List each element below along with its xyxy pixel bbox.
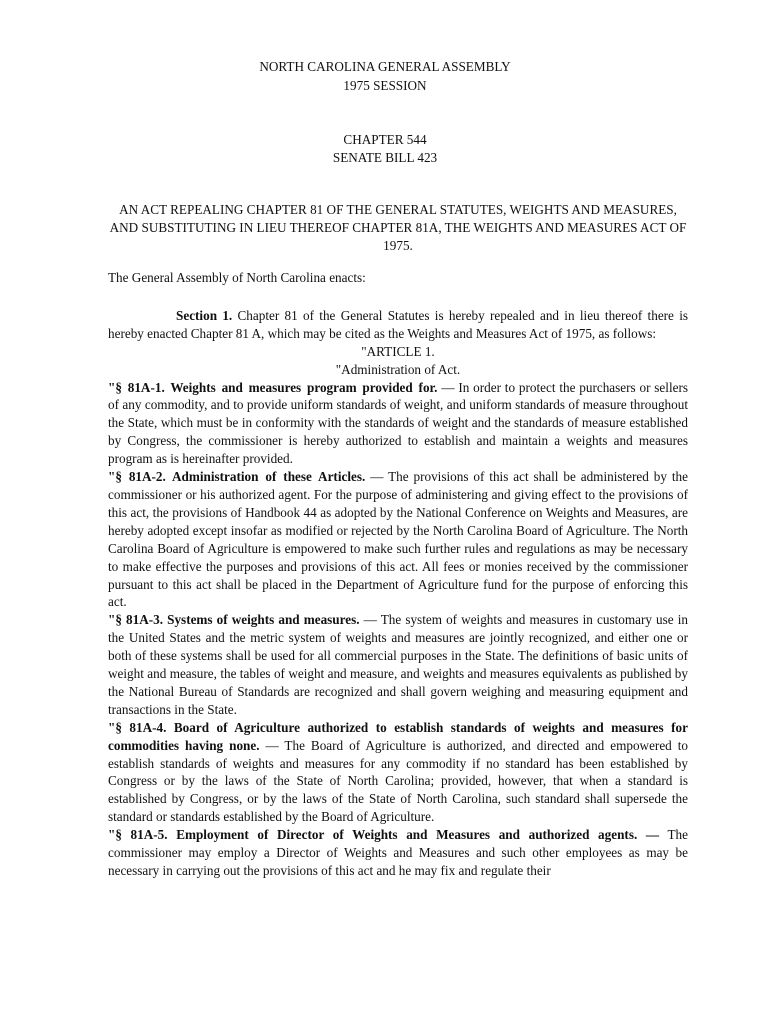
article-number: "ARTICLE 1. [361, 343, 435, 359]
section-81a-2-heading: "§ 81A-2. Administration of these Articles. [108, 469, 366, 485]
section-81a-4-heading: "§ 81A-4. Board of Agriculture authorized to establish standards of weights and measures for commodities having none. [108, 719, 688, 753]
section-81a-1 [108, 379, 688, 469]
section-81a-5 [108, 826, 688, 880]
section-81a-3-text: — The system of weights and measures in customary use in the United States and the metric system of weights and measures are jointly recognized, and either one or both of these systems shall be used for all commercial purposes in the State. The definitions of basic units of weight and measure, the tables of weight and measure, and weights and measures equivalents as published by the National Bureau of Standards are recognized and shall govern weighing and measuring equipment and transactions in the State. [108, 612, 688, 717]
section-1-heading: Section 1. [176, 307, 233, 323]
section-81a-1-text: — In order to protect the purchasers or sellers of any commodity, and to provide uniform standards of weight, and uniform standards of measure throughout the State, which must be in conformity with the standards of weight and the standards of measure established by Congress, the commissioner is hereby authorized to establish and maintain a weights and measures program as is hereinafter provided. [108, 379, 688, 467]
act-title: AN ACT REPEALING CHAPTER 81 OF THE GENERAL STATUTES, WEIGHTS AND MEASURES, AND SUBSTITUTING IN LIEU THEREOF CHAPTER 81A, THE WEIGHTS AND MEASURES ACT OF 1975. [109, 202, 687, 253]
section-81a-2 [108, 468, 688, 611]
section-81a-4 [108, 719, 688, 826]
section-1 [108, 307, 688, 343]
section-81a-5-heading: "§ 81A-5. Employment of Director of Weights and Measures and authorized agents. — [108, 827, 660, 843]
section-81a-4-text: — The Board of Agriculture is authorized, and directed and empowered to establish standards of weights and measures for any commodity if no standard has been established by Congress or by the laws of the State of North Carolina; provided, however, that when a standard is established by Congress, or by the laws of the State of North Carolina, such standard shall supersede the standard or standards established by the Board of Agriculture. [108, 737, 688, 825]
section-81a-2-text: — The provisions of this act shall be administered by the commissioner or his authorized agent. For the purpose of administering and giving effect to the provisions of this act, the provisions of Handbook 44 as adopted by the National Conference on Weights and Measures, are hereby adopted except insofar as modified or rejected by the North Carolina Board of Agriculture. The North Carolina Board of Agriculture is empowered to make such further rules and regulations as may be necessary to make effective the purposes and provisions of this act. All fees or monies received by the commissioner pursuant to this act shall be placed in the Department of Agriculture fund for the purpose of enforcing this act. [108, 469, 688, 610]
article-title: "Administration of Act. [335, 361, 461, 377]
section-81a-3-heading: "§ 81A-3. Systems of weights and measures. [108, 612, 360, 628]
document-body [108, 269, 688, 880]
enacting-clause: The General Assembly of North Carolina enacts: [108, 270, 366, 285]
section-81a-1-heading: "§ 81A-1. Weights and measures program provided for. [108, 379, 438, 395]
section-1-text: Chapter 81 of the General Statutes is hereby repealed and in lieu thereof there is hereby enacted Chapter 81 A, which may be cited as the Weights and Measures Act of 1975, as follows: [108, 307, 689, 341]
section-81a-3 [108, 611, 688, 718]
chapter-heading: CHAPTER 544 [343, 132, 427, 147]
section-81a-5-text: The commissioner may employ a Director of Weights and Measures and such other employees as may be necessary in carrying out the provisions of this act and he may fix and regulate their [108, 827, 688, 878]
assembly-heading: NORTH CAROLINA GENERAL ASSEMBLY [259, 59, 511, 74]
bill-heading: SENATE BILL 423 [332, 150, 438, 165]
session-heading: 1975 SESSION [343, 78, 427, 93]
